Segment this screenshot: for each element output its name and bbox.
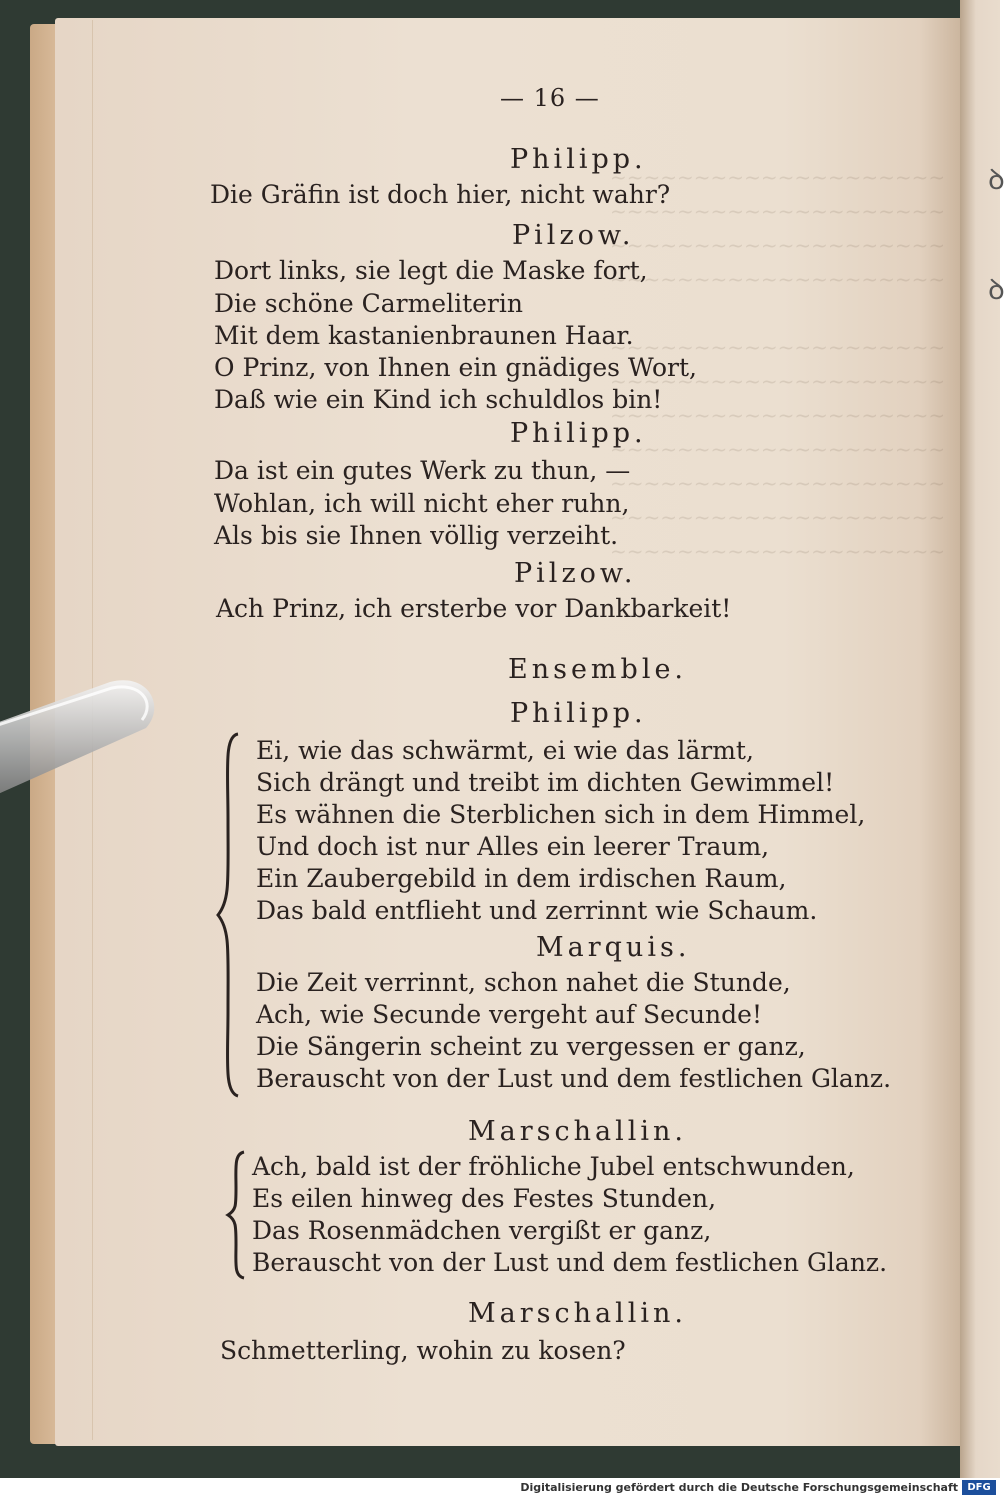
verse-line: Da ist ein gutes Werk zu thun, —: [214, 456, 631, 485]
adjacent-page-edge: [960, 0, 1000, 1478]
footer-credit: Digitalisierung gefördert durch die Deutsche Forschungsgemeinschaft: [520, 1481, 958, 1494]
curly-brace: [224, 1148, 250, 1282]
section-heading: Ensemble.: [508, 654, 688, 685]
verse-line: Wohlan, ich will nicht eher ruhn,: [214, 489, 630, 518]
verse-line: Berauscht von der Lust und dem festlichen Glanz.: [256, 1064, 892, 1093]
verse-line: Die Zeit verrinnt, schon nahet die Stunde,: [256, 968, 791, 997]
verse-line: Die schöne Carmeliterin: [214, 289, 523, 318]
speaker-name: Marschallin.: [468, 1298, 687, 1329]
speaker-name: Pilzow.: [512, 220, 635, 251]
adjacent-page-glyph: ꝺ: [988, 163, 1005, 196]
verse-line: Berauscht von der Lust und dem festlichen Glanz.: [252, 1248, 888, 1277]
verse-line: Als bis sie Ihnen völlig verzeiht.: [214, 521, 619, 550]
verse-line: Ach, wie Secunde vergeht auf Secunde!: [256, 1000, 762, 1029]
verse-line: Dort links, sie legt die Maske fort,: [214, 256, 648, 285]
verse-line: Es wähnen die Sterblichen sich in dem Himmel,: [256, 800, 866, 829]
curly-brace: [214, 730, 244, 1100]
dfg-logo: DFG: [962, 1480, 996, 1495]
verse-line: Sich drängt und treibt im dichten Gewimmel!: [256, 768, 835, 797]
verse-line: Daß wie ein Kind ich schuldlos bin!: [214, 385, 663, 414]
verse-line: Ei, wie das schwärmt, ei wie das lärmt,: [256, 736, 754, 765]
adjacent-page-glyph: ꝺ: [988, 273, 1005, 306]
verse-line: Ach Prinz, ich ersterbe vor Dankbarkeit!: [216, 594, 732, 623]
verse-line: Das bald entflieht und zerrinnt wie Schaum.: [256, 896, 818, 925]
speaker-name: Marschallin.: [468, 1116, 687, 1147]
bleed-through-texture: ~~~~~~~~~~~~~~~~~~~~ ~~~~~~~~~~~~~~~~~~~~ ~~~~~~~~~~~~~~~~~~~~ ~~~~~~~~~~~~~~~~~~~~ ~~~~~~~~~~~~~~~~~~~~ ~~~~~~~~~~~~~~~~~~~~ ~~~~~~~~~~~~~~~~~~~~ ~~~~~~~~~~~~~~~~~~~~ ~~~~~~~~~~~~~~~~~~~~ ~~~~~~~~~~~~~~~~~~~~ ~~~~~~~~~~~~~~~~~~~~: [610, 165, 946, 563]
verse-line: Und doch ist nur Alles ein leerer Traum,: [256, 832, 770, 861]
verse-line: Es eilen hinweg des Festes Stunden,: [252, 1184, 717, 1213]
verse-line: Die Sängerin scheint zu vergessen er ganz,: [256, 1032, 806, 1061]
page-holder-clip: [0, 676, 170, 776]
page-number: — 16 —: [500, 84, 600, 112]
verse-line: Schmetterling, wohin zu kosen?: [220, 1336, 626, 1365]
digitization-footer: [0, 1478, 1000, 1498]
verse-line: Das Rosenmädchen vergißt er ganz,: [252, 1216, 712, 1245]
speaker-name: Philipp.: [510, 698, 647, 729]
verse-line: Ein Zaubergebild in dem irdischen Raum,: [256, 864, 787, 893]
speaker-name: Marquis.: [536, 932, 691, 963]
speaker-name: Pilzow.: [514, 558, 637, 589]
verse-line: Ach, bald ist der fröhliche Jubel entschwunden,: [252, 1152, 855, 1181]
verse-line: O Prinz, von Ihnen ein gnädiges Wort,: [214, 353, 697, 382]
speaker-name: Philipp.: [510, 144, 647, 175]
speaker-name: Philipp.: [510, 418, 647, 449]
verse-line: Die Gräfin ist doch hier, nicht wahr?: [210, 180, 671, 209]
verse-line: Mit dem kastanienbraunen Haar.: [214, 321, 634, 350]
